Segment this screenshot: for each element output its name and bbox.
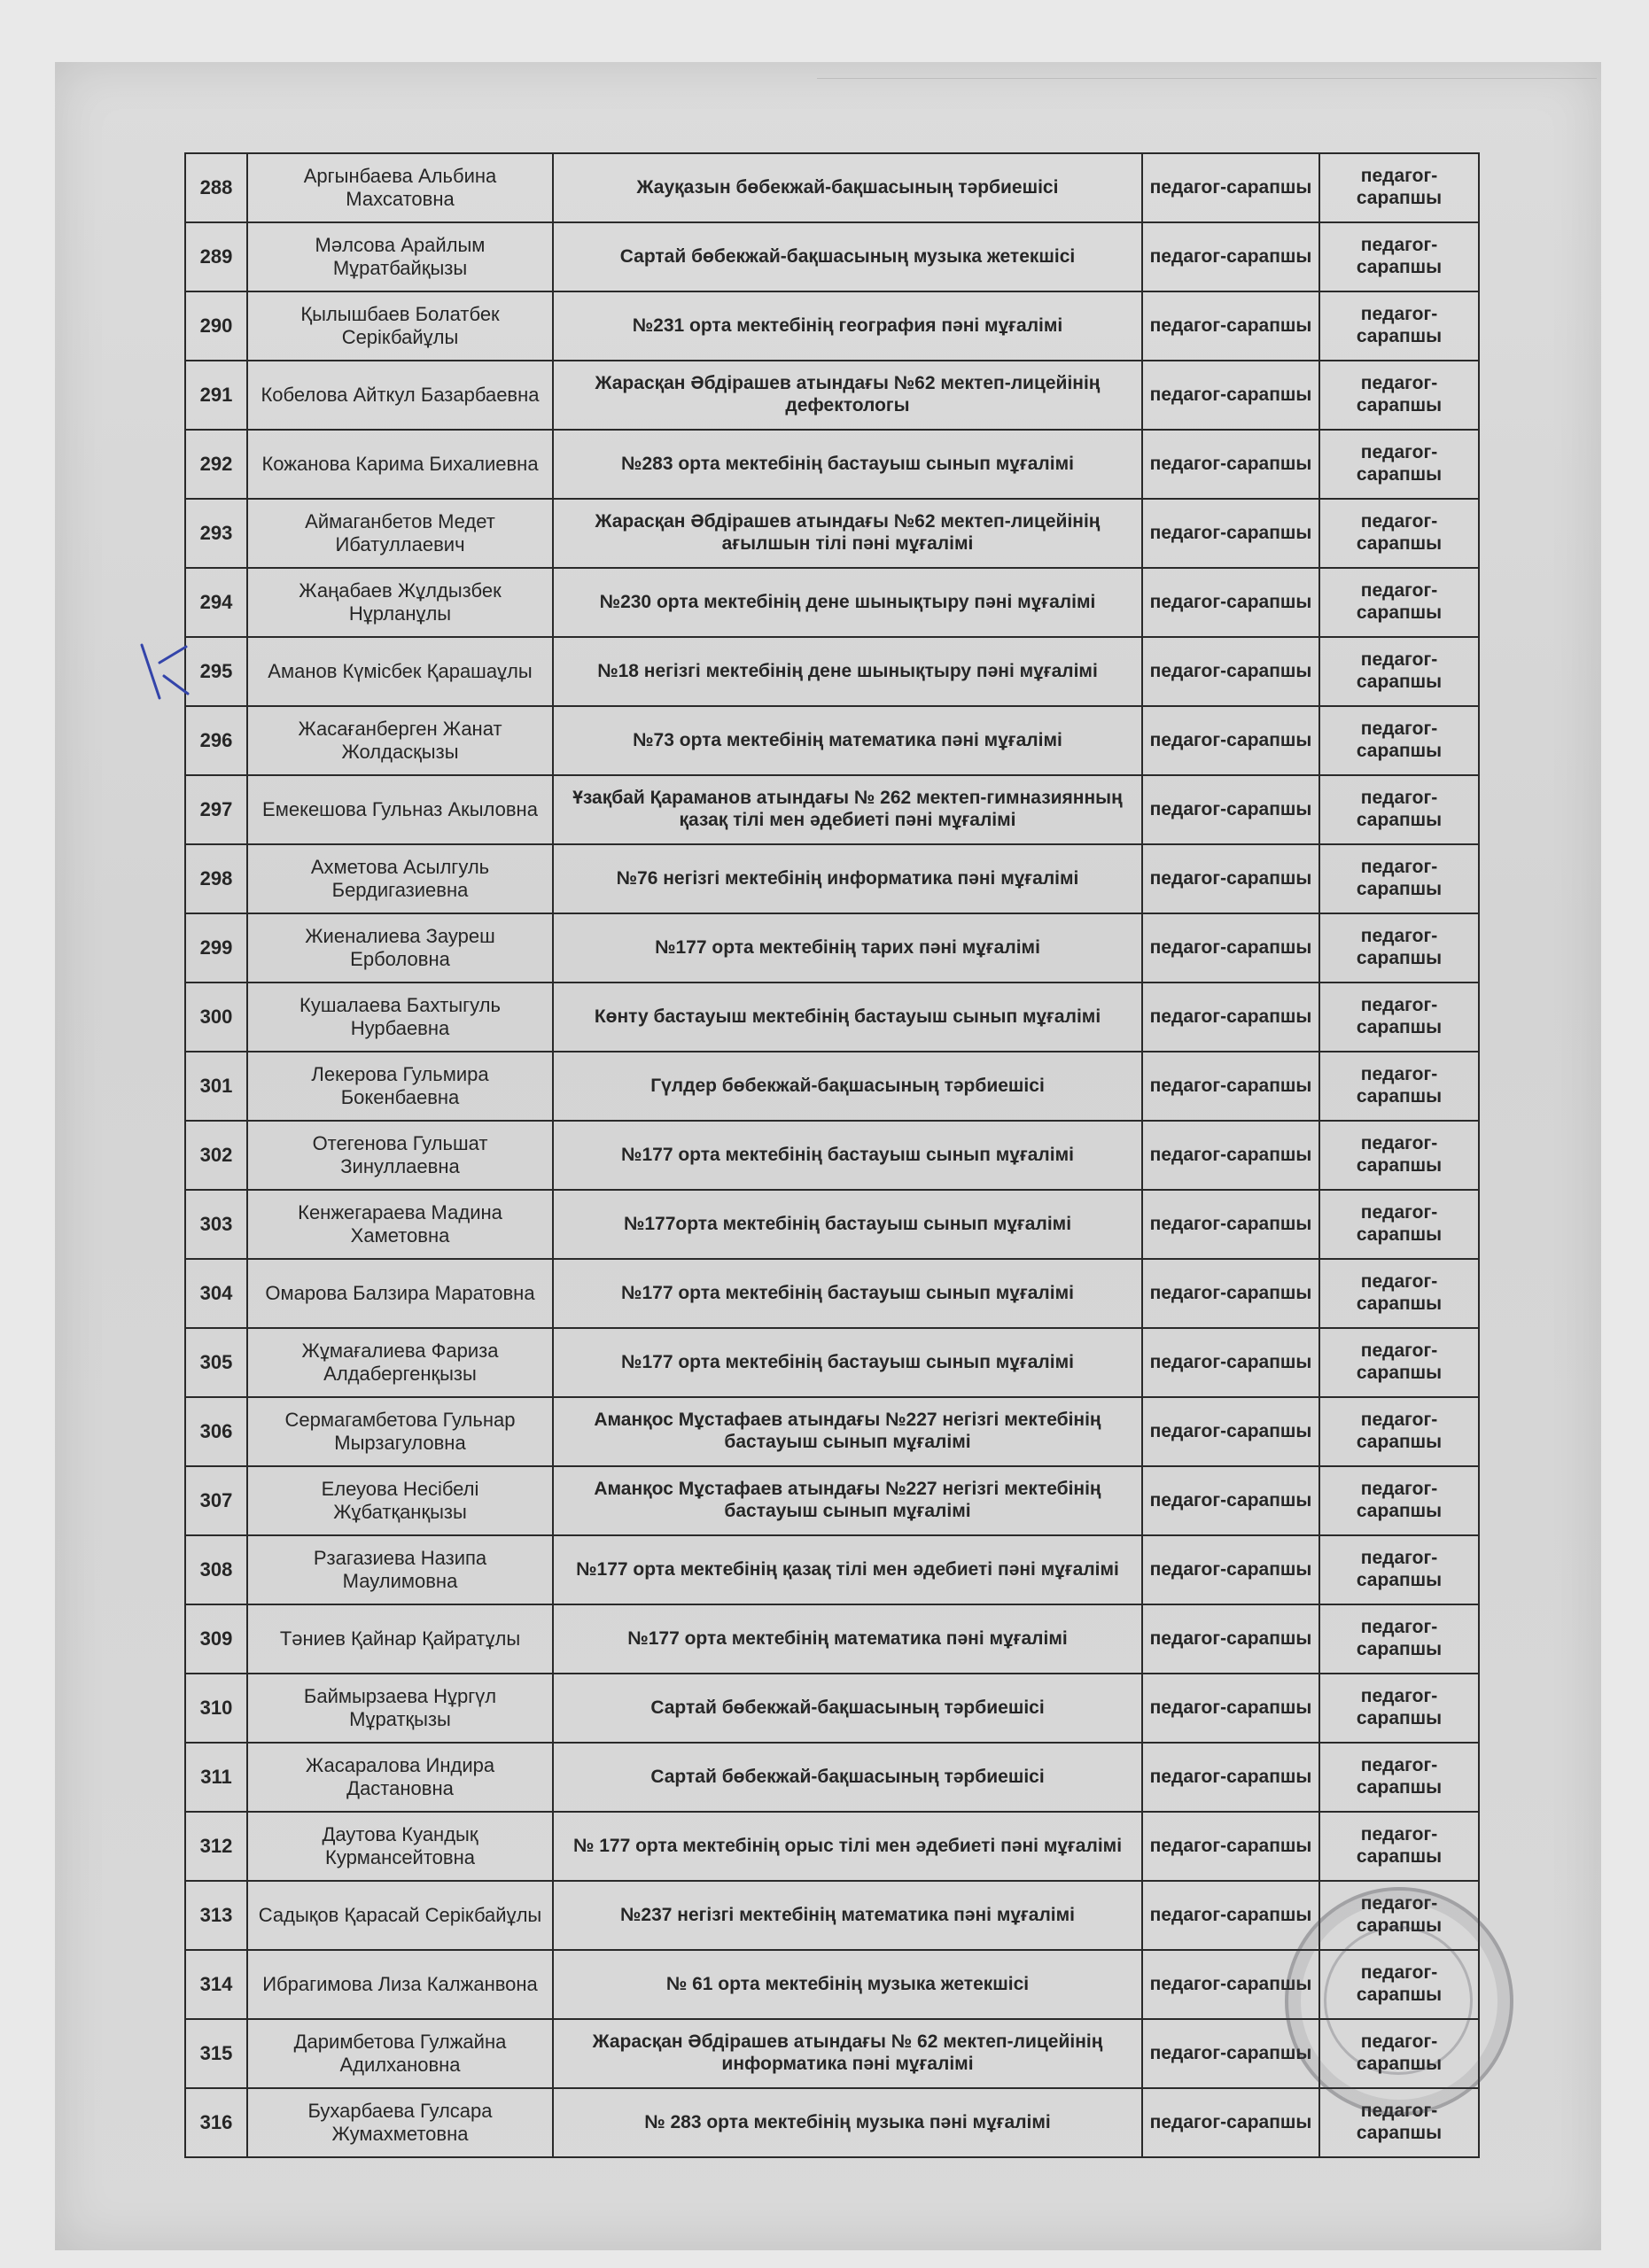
category-value: педагог-сарапшы <box>1142 1052 1319 1121</box>
person-name: Даутова Куандық Курмансейтовна <box>247 1812 553 1881</box>
row-number: 312 <box>185 1812 247 1881</box>
table-row <box>185 2019 1479 2088</box>
category-value: педагог-сарапшы <box>1142 706 1319 775</box>
position-description: №177орта мектебінің бастауыш сынып мұғалімі <box>553 1190 1142 1259</box>
table-row <box>185 499 1479 568</box>
result-value: педагог-сарапшы <box>1319 2088 1479 2157</box>
category-value: педагог-сарапшы <box>1142 1466 1319 1535</box>
table-row <box>185 568 1479 637</box>
position-description: №283 орта мектебінің бастауыш сынып мұғалімі <box>553 430 1142 499</box>
position-description: Аманқос Мұстафаев атындағы №227 негізгі мектебінің бастауыш сынып мұғалімі <box>553 1397 1142 1466</box>
person-name: Кушалаева Бахтыгуль Нурбаевна <box>247 983 553 1052</box>
position-description: № 61 орта мектебінің музыка жетекшісі <box>553 1950 1142 2019</box>
position-description: №230 орта мектебінің дене шынықтыру пәні мұғалімі <box>553 568 1142 637</box>
position-description: Гүлдер бөбекжай-бақшасының тәрбиешісі <box>553 1052 1142 1121</box>
person-name: Кобелова Айткул Базарбаевна <box>247 361 553 430</box>
table-body <box>185 153 1479 2157</box>
result-value: педагог-сарапшы <box>1319 222 1479 291</box>
row-number: 304 <box>185 1259 247 1328</box>
person-name: Жұмағалиева Фариза Алдабергенқызы <box>247 1328 553 1397</box>
row-number: 288 <box>185 153 247 222</box>
table-row <box>185 1674 1479 1743</box>
position-description: Сартай бөбекжай-бақшасының музыка жетекшісі <box>553 222 1142 291</box>
result-value: педагог-сарапшы <box>1319 706 1479 775</box>
person-name: Тәниев Қайнар Қайратұлы <box>247 1604 553 1674</box>
position-description: № 283 орта мектебінің музыка пәні мұғалімі <box>553 2088 1142 2157</box>
row-number: 295 <box>185 637 247 706</box>
row-number: 299 <box>185 913 247 983</box>
row-number: 296 <box>185 706 247 775</box>
person-name: Мәлсова Арайлым Мұратбайқызы <box>247 222 553 291</box>
category-value: педагог-сарапшы <box>1142 499 1319 568</box>
category-value: педагог-сарапшы <box>1142 1743 1319 1812</box>
row-number: 292 <box>185 430 247 499</box>
category-value: педагог-сарапшы <box>1142 1397 1319 1466</box>
position-description: №177 орта мектебінің математика пәні мұғалімі <box>553 1604 1142 1674</box>
person-name: Кожанова Карима Бихалиевна <box>247 430 553 499</box>
row-number: 305 <box>185 1328 247 1397</box>
position-description: №177 орта мектебінің бастауыш сынып мұғалімі <box>553 1121 1142 1190</box>
result-value: педагог-сарапшы <box>1319 1328 1479 1397</box>
table-row <box>185 222 1479 291</box>
category-value: педагог-сарапшы <box>1142 222 1319 291</box>
position-description: № 177 орта мектебінің орыс тілі мен әдебиеті пәні мұғалімі <box>553 1812 1142 1881</box>
result-value: педагог-сарапшы <box>1319 361 1479 430</box>
table-row <box>185 1743 1479 1812</box>
row-number: 310 <box>185 1674 247 1743</box>
row-number: 301 <box>185 1052 247 1121</box>
person-name: Жиеналиева Зауреш Ерболовна <box>247 913 553 983</box>
position-description: №18 негізгі мектебінің дене шынықтыру пәні мұғалімі <box>553 637 1142 706</box>
table-row <box>185 1604 1479 1674</box>
category-value: педагог-сарапшы <box>1142 2088 1319 2157</box>
table-row <box>185 1950 1479 2019</box>
category-value: педагог-сарапшы <box>1142 568 1319 637</box>
person-name: Аймаганбетов Медет Ибатуллаевич <box>247 499 553 568</box>
result-value: педагог-сарапшы <box>1319 1121 1479 1190</box>
category-value: педагог-сарапшы <box>1142 1328 1319 1397</box>
row-number: 303 <box>185 1190 247 1259</box>
table-row <box>185 1812 1479 1881</box>
person-name: Лекерова Гульмира Бокенбаевна <box>247 1052 553 1121</box>
result-value: педагог-сарапшы <box>1319 983 1479 1052</box>
person-name: Кенжегараева Мадина Хаметовна <box>247 1190 553 1259</box>
result-value: педагог-сарапшы <box>1319 499 1479 568</box>
position-description: Сартай бөбекжай-бақшасының тәрбиешісі <box>553 1674 1142 1743</box>
row-number: 300 <box>185 983 247 1052</box>
table-row <box>185 361 1479 430</box>
result-value: педагог-сарапшы <box>1319 637 1479 706</box>
row-number: 306 <box>185 1397 247 1466</box>
result-value: педагог-сарапшы <box>1319 153 1479 222</box>
position-description: №73 орта мектебінің математика пәні мұғалімі <box>553 706 1142 775</box>
category-value: педагог-сарапшы <box>1142 775 1319 844</box>
person-name: Қылышбаев Болатбек Серікбайұлы <box>247 291 553 361</box>
result-value: педагог-сарапшы <box>1319 1052 1479 1121</box>
result-value: педагог-сарапшы <box>1319 1743 1479 1812</box>
category-value: педагог-сарапшы <box>1142 637 1319 706</box>
person-name: Ахметова Асылгуль Бердигазиевна <box>247 844 553 913</box>
person-name: Жасаралова Индира Дастановна <box>247 1743 553 1812</box>
teacher-attestation-table <box>184 152 1480 2158</box>
row-number: 314 <box>185 1950 247 2019</box>
result-value: педагог-сарапшы <box>1319 1604 1479 1674</box>
table-row <box>185 1190 1479 1259</box>
row-number: 313 <box>185 1881 247 1950</box>
person-name: Сермагамбетова Гульнар Мырзагуловна <box>247 1397 553 1466</box>
category-value: педагог-сарапшы <box>1142 844 1319 913</box>
row-number: 294 <box>185 568 247 637</box>
category-value: педагог-сарапшы <box>1142 1812 1319 1881</box>
row-number: 297 <box>185 775 247 844</box>
position-description: №76 негізгі мектебінің информатика пәні мұғалімі <box>553 844 1142 913</box>
table-row <box>185 1052 1479 1121</box>
person-name: Жасағанберген Жанат Жолдасқызы <box>247 706 553 775</box>
row-number: 289 <box>185 222 247 291</box>
position-description: Аманқос Мұстафаев атындағы №227 негізгі мектебінің бастауыш сынып мұғалімі <box>553 1466 1142 1535</box>
scan-edge-line <box>817 78 1597 79</box>
category-value: педагог-сарапшы <box>1142 1535 1319 1604</box>
result-value: педагог-сарапшы <box>1319 1190 1479 1259</box>
table-row <box>185 1466 1479 1535</box>
table-row <box>185 775 1479 844</box>
category-value: педагог-сарапшы <box>1142 1190 1319 1259</box>
category-value: педагог-сарапшы <box>1142 1674 1319 1743</box>
category-value: педагог-сарапшы <box>1142 291 1319 361</box>
category-value: педагог-сарапшы <box>1142 2019 1319 2088</box>
person-name: Баймырзаева Нұргүл Мұратқызы <box>247 1674 553 1743</box>
category-value: педагог-сарапшы <box>1142 1121 1319 1190</box>
position-description: №231 орта мектебінің география пәні мұғалімі <box>553 291 1142 361</box>
person-name: Бухарбаева Гулсара Жумахметовна <box>247 2088 553 2157</box>
result-value: педагог-сарапшы <box>1319 844 1479 913</box>
table-row <box>185 430 1479 499</box>
row-number: 290 <box>185 291 247 361</box>
position-description: №177 орта мектебінің бастауыш сынып мұғалімі <box>553 1259 1142 1328</box>
person-name: Даримбетова Гулжайна Адилхановна <box>247 2019 553 2088</box>
category-value: педагог-сарапшы <box>1142 983 1319 1052</box>
row-number: 293 <box>185 499 247 568</box>
position-description: №177 орта мектебінің тарих пәні мұғалімі <box>553 913 1142 983</box>
result-value: педагог-сарапшы <box>1319 1259 1479 1328</box>
position-description: Жарасқан Әбдірашев атындағы №62 мектеп-лицейінің ағылшын тілі пәні мұғалімі <box>553 499 1142 568</box>
result-value: педагог-сарапшы <box>1319 291 1479 361</box>
person-name: Елеуова Несібелі Жұбатқанқызы <box>247 1466 553 1535</box>
row-number: 311 <box>185 1743 247 1812</box>
table-row <box>185 153 1479 222</box>
position-description: Ұзақбай Қараманов атындағы № 262 мектеп-гимназиянның қазақ тілі мен әдебиеті пәні мұғалімі <box>553 775 1142 844</box>
position-description: Жауқазын бөбекжай-бақшасының тәрбиешісі <box>553 153 1142 222</box>
category-value: педагог-сарапшы <box>1142 913 1319 983</box>
person-name: Рзагазиева Назипа Маулимовна <box>247 1535 553 1604</box>
table-row <box>185 1535 1479 1604</box>
table-row <box>185 706 1479 775</box>
category-value: педагог-сарапшы <box>1142 153 1319 222</box>
position-description: Жарасқан Әбдірашев атындағы №62 мектеп-лицейінің дефектологы <box>553 361 1142 430</box>
position-description: Сартай бөбекжай-бақшасының тәрбиешісі <box>553 1743 1142 1812</box>
row-number: 291 <box>185 361 247 430</box>
position-description: №177 орта мектебінің қазақ тілі мен әдебиеті пәні мұғалімі <box>553 1535 1142 1604</box>
table-row <box>185 1121 1479 1190</box>
table-row <box>185 291 1479 361</box>
table-row <box>185 983 1479 1052</box>
person-name: Жаңабаев Жұлдызбек Нұрланұлы <box>247 568 553 637</box>
person-name: Отегенова Гульшат Зинуллаевна <box>247 1121 553 1190</box>
position-description: №177 орта мектебінің бастауыш сынып мұғалімі <box>553 1328 1142 1397</box>
person-name: Омарова Балзира Маратовна <box>247 1259 553 1328</box>
category-value: педагог-сарапшы <box>1142 1950 1319 2019</box>
table-row <box>185 1397 1479 1466</box>
person-name: Аманов Күмісбек Қарашаұлы <box>247 637 553 706</box>
result-value: педагог-сарапшы <box>1319 1397 1479 1466</box>
result-value: педагог-сарапшы <box>1319 1674 1479 1743</box>
result-value: педагог-сарапшы <box>1319 913 1479 983</box>
result-value: педагог-сарапшы <box>1319 775 1479 844</box>
person-name: Ибрагимова Лиза Калжанвона <box>247 1950 553 2019</box>
category-value: педагог-сарапшы <box>1142 1881 1319 1950</box>
row-number: 307 <box>185 1466 247 1535</box>
position-description: Жарасқан Әбдірашев атындағы № 62 мектеп-лицейінің информатика пәні мұғалімі <box>553 2019 1142 2088</box>
row-number: 302 <box>185 1121 247 1190</box>
table-row <box>185 637 1479 706</box>
table-row <box>185 913 1479 983</box>
row-number: 298 <box>185 844 247 913</box>
table-row <box>185 1328 1479 1397</box>
person-name: Садықов Қарасай Серікбайұлы <box>247 1881 553 1950</box>
result-value: педагог-сарапшы <box>1319 2019 1479 2088</box>
person-name: Аргынбаева Альбина Махсатовна <box>247 153 553 222</box>
result-value: педагог-сарапшы <box>1319 1881 1479 1950</box>
row-number: 309 <box>185 1604 247 1674</box>
result-value: педагог-сарапшы <box>1319 1950 1479 2019</box>
position-description: Көнту бастауыш мектебінің бастауыш сынып мұғалімі <box>553 983 1142 1052</box>
row-number: 316 <box>185 2088 247 2157</box>
table-row <box>185 844 1479 913</box>
position-description: №237 негізгі мектебінің математика пәні мұғалімі <box>553 1881 1142 1950</box>
table-row <box>185 2088 1479 2157</box>
result-value: педагог-сарапшы <box>1319 1812 1479 1881</box>
result-value: педагог-сарапшы <box>1319 430 1479 499</box>
category-value: педагог-сарапшы <box>1142 1259 1319 1328</box>
category-value: педагог-сарапшы <box>1142 430 1319 499</box>
table-row <box>185 1259 1479 1328</box>
row-number: 315 <box>185 2019 247 2088</box>
result-value: педагог-сарапшы <box>1319 1535 1479 1604</box>
person-name: Емекешова Гульназ Акыловна <box>247 775 553 844</box>
table-row <box>185 1881 1479 1950</box>
category-value: педагог-сарапшы <box>1142 1604 1319 1674</box>
row-number: 308 <box>185 1535 247 1604</box>
category-value: педагог-сарапшы <box>1142 361 1319 430</box>
result-value: педагог-сарапшы <box>1319 1466 1479 1535</box>
result-value: педагог-сарапшы <box>1319 568 1479 637</box>
